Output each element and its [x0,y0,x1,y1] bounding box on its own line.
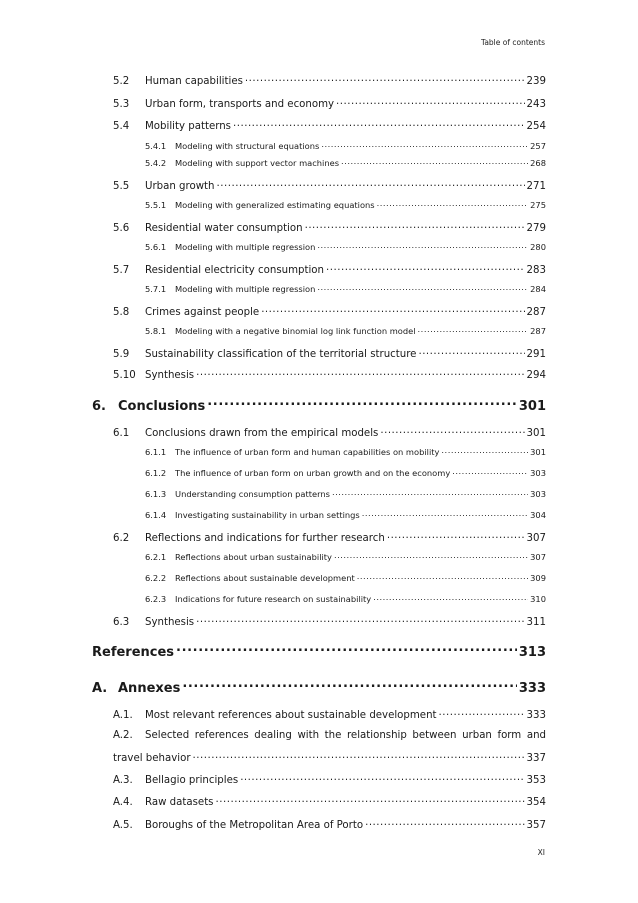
toc-entry[interactable] [113,818,546,831]
toc-entry-number: 5.10 [113,370,136,382]
toc-entry-page: 307 [530,552,546,563]
toc-entry-title: Bellagio principles [145,775,239,787]
toc-entry-number: A.5. [113,820,133,832]
dot-leader [176,643,517,656]
toc-entry-number: 5.8 [113,307,130,319]
toc-entry-page: 280 [530,242,546,253]
toc-entry-number: 6.1 [113,428,130,440]
dot-leader [373,594,528,602]
toc-entry-number: 5.4.2 [145,158,167,169]
toc-entry[interactable] [145,573,546,583]
dot-leader [439,708,525,718]
toc-entry[interactable] [113,221,546,234]
dot-leader [196,368,524,378]
dot-leader [362,510,528,518]
toc-entry-page: 301 [530,447,546,458]
toc-entry[interactable] [113,119,546,132]
toc-entry[interactable] [145,489,546,499]
toc-entry-number: 5.4 [113,121,130,133]
running-header: Table of contents [480,38,545,47]
toc-entry-number: 5.6.1 [145,242,167,253]
toc-entry[interactable] [145,552,546,562]
toc-entry-page: 294 [526,370,546,382]
toc-entry-title: Conclusions drawn from the empirical models [145,428,379,440]
toc-entry[interactable] [113,97,546,110]
dot-leader [336,97,525,107]
toc-entry-title: The influence of urban form and human capabilities on mobility [175,447,440,458]
toc-entry-title: Human capabilities [145,76,243,88]
dot-leader [332,489,528,497]
toc-entry[interactable] [145,284,546,294]
dot-leader [452,468,528,476]
toc-entry-page: 303 [530,489,546,500]
dot-leader [317,284,528,292]
toc-entry-page: 307 [526,533,546,545]
toc-entry[interactable] [145,468,546,478]
toc-entry[interactable] [113,426,546,439]
toc-entry[interactable] [113,531,546,544]
toc-entry[interactable] [113,305,546,318]
toc-entry-page: 357 [526,820,546,832]
toc-entry-page: 303 [530,468,546,479]
toc-entry-title: Reflections about sustainable development [175,573,355,584]
toc-entry-number: A. [92,681,108,696]
toc-entry-page: 313 [518,645,546,660]
toc-entry-title: Reflections about urban sustainability [175,552,332,563]
toc-entry-title: Investigating sustainability in urban settings [175,510,360,521]
dot-leader [207,397,517,410]
toc-entry-title: Reflections and indications for further research [145,533,385,545]
toc-entry-number: 6.2.1 [145,552,167,563]
dot-leader [233,119,525,129]
toc-entry-title: Modeling with support vector machines [175,158,340,169]
toc-entry[interactable] [113,615,546,628]
toc-entry-number: 5.5 [113,181,130,193]
toc-entry-title: Modeling with a negative binomial log link function model [175,326,416,337]
toc-entry-page: 271 [526,181,546,193]
dot-leader [245,74,525,84]
toc-entry-page: 337 [526,753,546,765]
page-number: XI [537,848,545,857]
toc-entry[interactable] [92,643,546,660]
toc-entry-number: 6.1.1 [145,447,167,458]
toc-entry-title: Synthesis [145,617,195,629]
toc-entry-page: 254 [526,121,546,133]
toc-entry[interactable] [145,141,546,151]
toc-entry[interactable] [145,242,546,252]
toc-entry-page: 301 [526,428,546,440]
toc-entry[interactable] [145,326,546,336]
toc-entry-title: Annexes [118,681,181,696]
toc-entry-number: A.3. [113,775,133,787]
toc-entry-number: 6.2.2 [145,573,167,584]
toc-entry-number: 5.9 [113,349,130,361]
toc-entry-title: Most relevant references about sustainable development [145,710,437,722]
dot-leader [326,263,525,273]
toc-entry-title: Residential electricity consumption [145,265,324,277]
toc-entry-page: 333 [518,681,546,696]
toc-entry-page: 354 [526,797,546,809]
toc-entry-title: Mobility patterns [145,121,231,133]
toc-entry-title: Understanding consumption patterns [175,489,330,500]
toc-entry-title: Boroughs of the Metropolitan Area of Porto [145,820,364,832]
toc-entry-number: 5.3 [113,99,130,111]
toc-entry-title: Raw datasets [145,797,214,809]
toc-entry-number: 5.6 [113,223,130,235]
toc-entry-page: 353 [526,775,546,787]
toc-entry-title: Modeling with multiple regression [175,242,316,253]
dot-leader [334,552,528,560]
toc-entry[interactable] [113,74,546,87]
toc-entry-page: 291 [526,349,546,361]
toc-entry[interactable] [113,347,546,360]
toc-entry[interactable] [113,368,546,381]
dot-leader [380,426,524,436]
toc-entry-title: Sustainability classification of the territorial structure [145,349,417,361]
toc-entry-page: 284 [530,284,546,295]
dot-leader [217,179,525,189]
toc-entry-page: 243 [526,99,546,111]
dot-leader [182,679,517,692]
toc-entry-page: 287 [530,326,546,337]
toc-entry-page: 311 [526,617,546,629]
dot-leader [216,795,525,805]
toc-entry-number: 6.2 [113,533,130,545]
dot-leader [418,347,524,357]
dot-leader [305,221,525,231]
dot-leader [357,573,528,581]
toc-entry-title: travel behavior [113,753,191,765]
toc-entry-title: Indications for future research on sustainability [175,594,372,605]
toc-entry-number: 6.1.4 [145,510,167,521]
toc-entry-title: Modeling with generalized estimating equations [175,200,375,211]
dot-leader [240,773,524,783]
toc-entry-number: 5.7 [113,265,130,277]
dot-leader [193,751,525,761]
dot-leader [196,615,524,625]
toc-entry[interactable] [113,773,546,786]
toc-entry[interactable] [113,179,546,192]
dot-leader [387,531,525,541]
toc-entry-page: 309 [530,573,546,584]
toc-entry-title: Urban form, transports and economy [145,99,335,111]
toc-entry-page: 257 [530,141,546,152]
toc-entry-number: 5.4.1 [145,141,167,152]
toc-entry-number: 5.5.1 [145,200,167,211]
toc-entry[interactable] [113,708,546,721]
toc-entry-page: 279 [526,223,546,235]
toc-entry-page: 304 [530,510,546,521]
toc-entry-title: The influence of urban form on urban growth and on the economy [175,468,451,479]
toc-entry-title: Crimes against people [145,307,260,319]
toc-entry-number: A.1. [113,710,133,722]
toc-entry-title: Conclusions [118,399,206,414]
dot-leader [365,818,524,828]
dot-leader [418,326,529,334]
toc-entry-number: 6.1.2 [145,468,167,479]
toc-entry-number: 5.2 [113,76,130,88]
dot-leader [317,242,528,250]
dot-leader [341,158,528,166]
toc-entry[interactable] [145,158,546,168]
toc-entry-title: Modeling with multiple regression [175,284,316,295]
toc-entry-wrapped-line2[interactable] [113,751,546,764]
toc-entry[interactable] [92,397,546,414]
toc-entry[interactable] [92,679,546,696]
toc-entry[interactable] [113,263,546,276]
toc-entry[interactable] [145,447,546,457]
toc-entry-page: 287 [526,307,546,319]
toc-entry-number: 5.8.1 [145,326,167,337]
toc-entry-title: Residential water consumption [145,223,303,235]
toc-entry-title: Synthesis [145,370,195,382]
toc-entry-number: 6.2.3 [145,594,167,605]
toc-entry-page: 283 [526,265,546,277]
toc-entry-number: A.4. [113,797,133,809]
toc-entry-wrapped-line1[interactable] [113,730,546,741]
toc-entry-title: Urban growth [145,181,215,193]
toc-entry-number: 6.1.3 [145,489,167,500]
toc-entry-title: Selected references dealing with the relationship between urban form and [145,730,546,741]
dot-leader [321,141,528,149]
toc-entry-number: 6. [92,399,106,414]
dot-leader [261,305,524,315]
toc-entry[interactable] [145,200,546,210]
toc-entry-page: 268 [530,158,546,169]
toc-entry[interactable] [145,594,546,604]
toc-entry[interactable] [145,510,546,520]
toc-entry-number: 6.3 [113,617,130,629]
dot-leader [377,200,529,208]
toc-entry-number: A.2. [113,730,133,741]
toc-entry-page: 275 [530,200,546,211]
toc-entry[interactable] [113,795,546,808]
toc-entry-title: Modeling with structural equations [175,141,320,152]
toc-entry-page: 310 [530,594,546,605]
dot-leader [441,447,528,455]
toc-entry-title: References [92,645,175,660]
toc-entry-page: 301 [518,399,546,414]
toc-entry-page: 333 [526,710,546,722]
toc-entry-number: 5.7.1 [145,284,167,295]
toc-entry-page: 239 [526,76,546,88]
